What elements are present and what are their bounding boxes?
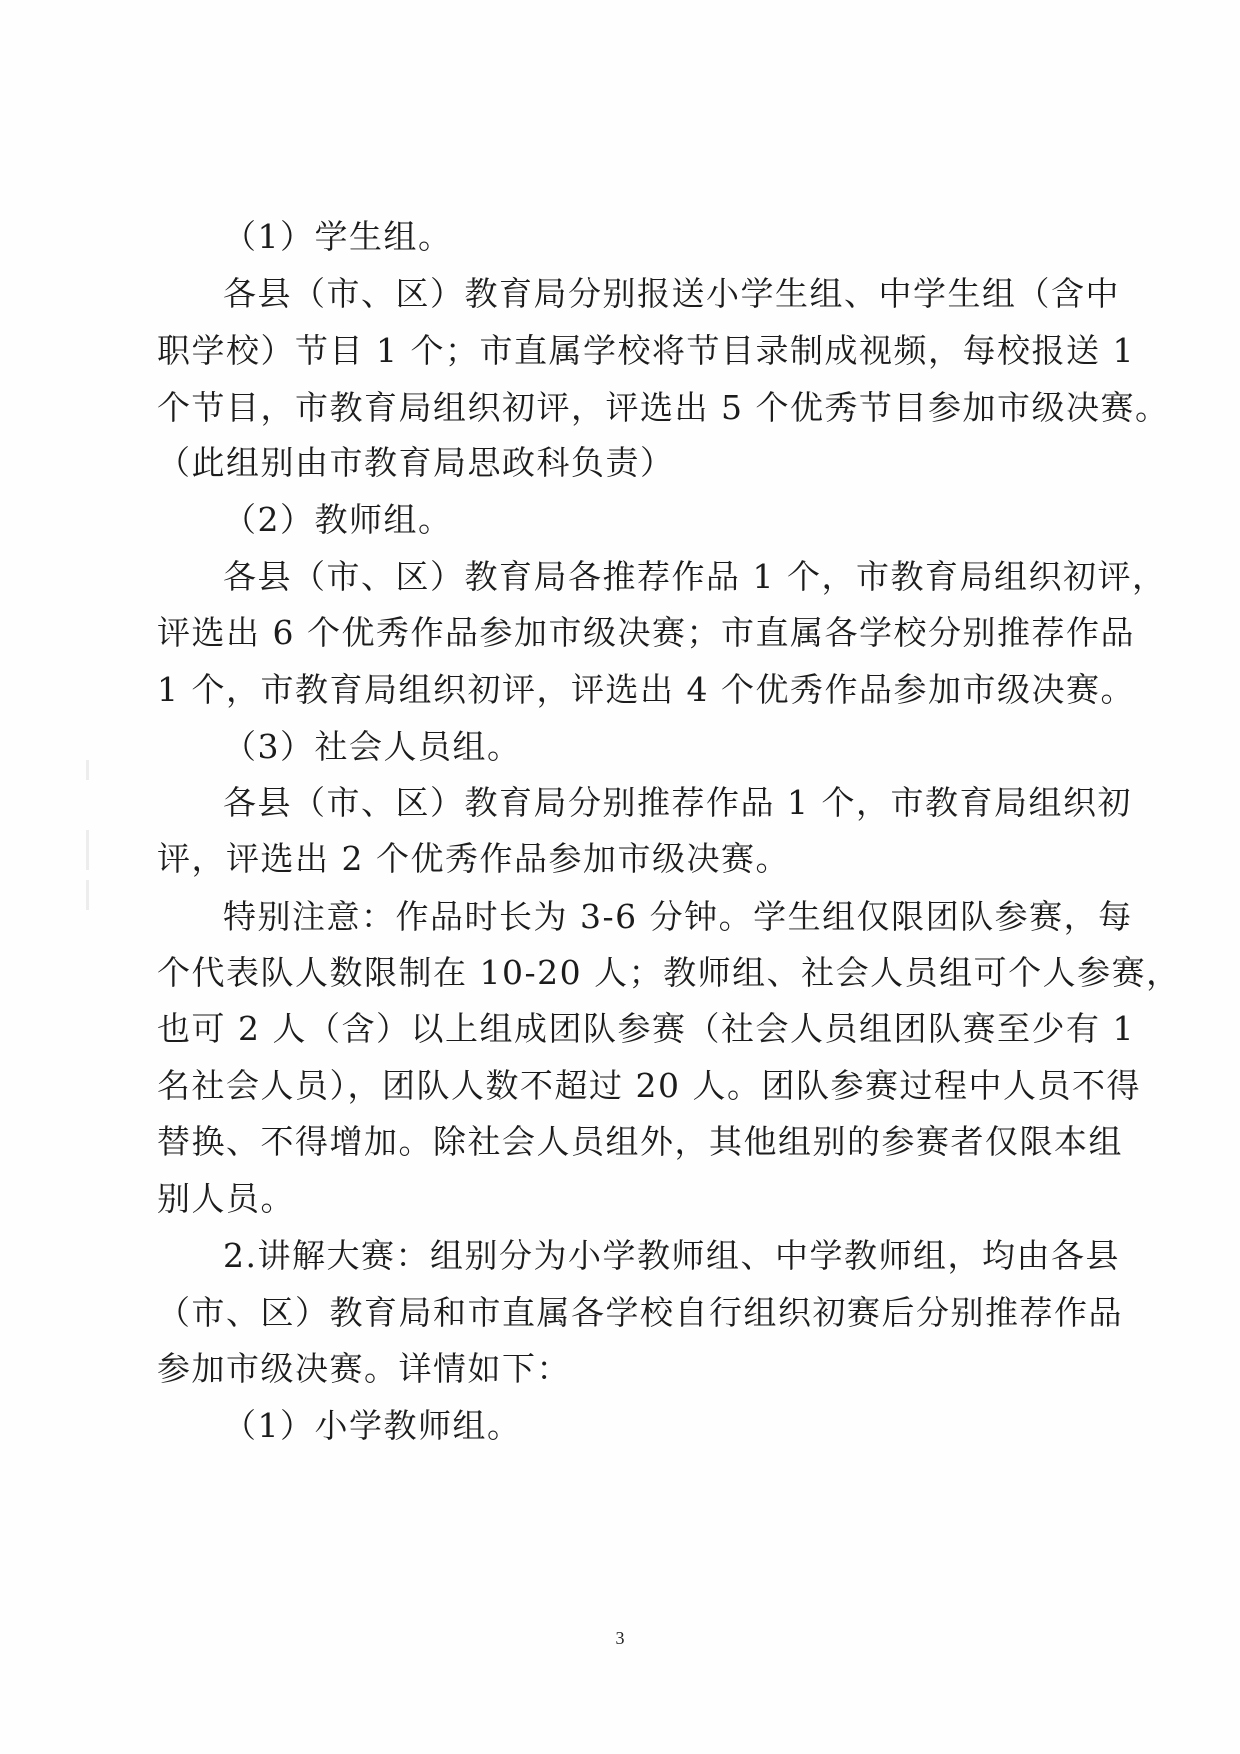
subheading-public-group: （3）社会人员组。: [223, 727, 522, 766]
subheading-teacher-group: （2）教师组。: [223, 500, 453, 539]
paragraph-line: 评选出 6 个优秀作品参加市级决赛；市直属各学校分别推荐作品: [157, 613, 1135, 652]
paragraph-line: 1 个，市教育局组织初评，评选出 4 个优秀作品参加市级决赛。: [157, 670, 1135, 709]
paragraph-line: 替换、不得增加。除社会人员组外，其他组别的参赛者仅限本组: [157, 1122, 1123, 1161]
paragraph-line: 也可 2 人（含）以上组成团队参赛（社会人员组团队赛至少有 1: [157, 1009, 1135, 1048]
paragraph-line: 职学校）节目 1 个；市直属学校将节目录制成视频，每校报送 1: [157, 331, 1135, 370]
paragraph-line: 参加市级决赛。详情如下：: [157, 1349, 571, 1388]
paragraph-line: 个节目，市教育局组织初评，评选出 5 个优秀节目参加市级决赛。: [157, 388, 1170, 427]
subheading-student-group: （1）学生组。: [223, 217, 453, 256]
scan-artifact: [86, 830, 89, 870]
paragraph-line: 名社会人员），团队人数不超过 20 人。团队参赛过程中人员不得: [157, 1066, 1141, 1105]
paragraph-line: 各县（市、区）教育局分别推荐作品 1 个，市教育局组织初: [223, 783, 1132, 822]
special-note-line: 特别注意：作品时长为 3-6 分钟。学生组仅限团队参赛，每: [223, 897, 1133, 936]
paragraph-line: （市、区）教育局和市直属各学校自行组织初赛后分别推荐作品: [157, 1293, 1123, 1332]
paragraph-line: 别人员。: [157, 1179, 295, 1218]
paragraph-line: 各县（市、区）教育局分别报送小学生组、中学生组（含中: [223, 274, 1120, 313]
paragraph-line: 个代表队人数限制在 10-20 人；教师组、社会人员组可个人参赛，: [157, 953, 1181, 992]
scan-artifact: [86, 760, 89, 780]
scan-artifact: [86, 880, 89, 910]
page-number: 3: [615, 1628, 625, 1648]
subheading-primary-teacher-group: （1）小学教师组。: [223, 1406, 522, 1445]
paragraph-line: 评，评选出 2 个优秀作品参加市级决赛。: [157, 839, 790, 878]
paragraph-line: 各县（市、区）教育局各推荐作品 1 个，市教育局组织初评，: [223, 557, 1167, 596]
section-heading-explanation-contest: 2.讲解大赛：组别分为小学教师组、中学教师组，均由各县: [223, 1236, 1120, 1275]
paragraph-line: （此组别由市教育局思政科负责）: [157, 443, 675, 482]
